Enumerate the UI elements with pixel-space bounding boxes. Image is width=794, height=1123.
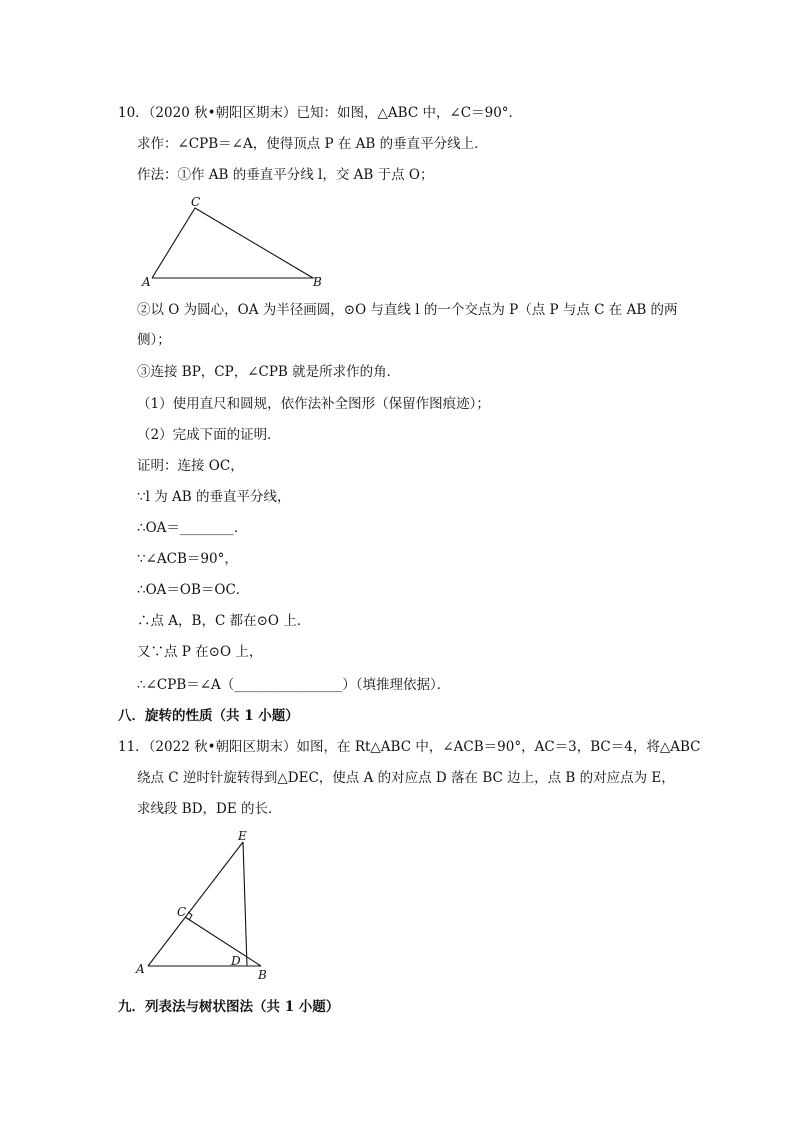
section-8-title: 八．旋转的性质（共 1 小题）	[118, 708, 299, 724]
triangle-abc-outline	[152, 208, 313, 278]
label-a: A	[142, 275, 151, 289]
q10-task2: （2）完成下面的证明．	[137, 427, 281, 443]
proof-line: 又∵点 P 在⊙O 上，	[137, 644, 263, 660]
triangle-abc-figure	[138, 194, 338, 290]
label-c: C	[191, 195, 201, 209]
proof-line: ∴点 A，B，C 都在⊙O 上．	[137, 613, 311, 629]
label-b: B	[258, 968, 267, 982]
proof-line-reason: ∴∠CPB＝∠A（________________）（填推理依据）．	[137, 677, 451, 693]
q10-method-step1: 作法：①作 AB 的垂直平分线 l，交 AB 于点 O；	[137, 167, 434, 183]
label-c: C	[177, 905, 187, 919]
q10-require: 求作：∠CPB＝∠A，使得顶点 P 在 AB 的垂直平分线上．	[137, 136, 488, 152]
label-d: D	[231, 954, 241, 968]
label-a: A	[136, 962, 145, 976]
proof-line-blank: ∴OA＝________．	[137, 520, 248, 536]
q10-method-step3: ③连接 BP，CP，∠CPB 就是所求作的角．	[137, 364, 401, 380]
label-e: E	[238, 829, 247, 843]
label-b: B	[313, 275, 322, 289]
segment-ae	[148, 842, 243, 966]
q10-header: 10．（2020 秋•朝阳区期末）已知：如图，△ABC 中，∠C＝90°．	[118, 105, 523, 121]
section-9-title: 九．列表法与树状图法（共 1 小题）	[118, 999, 340, 1015]
q11-line3: 求线段 BD，DE 的长．	[137, 801, 282, 817]
proof-line: ∵l 为 AB 的垂直平分线，	[137, 489, 291, 505]
q11-line2: 绕点 C 逆时针旋转得到△DEC，使点 A 的对应点 D 落在 BC 边上，点 B 的对应点为 E，	[137, 770, 675, 786]
q10-task1: （1）使用直尺和圆规，依作法补全图形（保留作图痕迹）；	[137, 396, 490, 412]
q10-method-step2-cont: 侧）；	[137, 332, 171, 348]
q10-method-step2: ②以 O 为圆心，OA 为半径画圆，⊙O 与直线 l 的一个交点为 P（点 P 与点 C 在 AB 的两	[137, 302, 678, 318]
proof-line: ∵∠ACB＝90°，	[137, 551, 238, 567]
rotation-figure	[130, 828, 280, 984]
segment-cb	[185, 917, 261, 966]
proof-line: ∴OA＝OB＝OC．	[137, 582, 250, 598]
q11-line1: 11．（2022 秋•朝阳区期末）如图，在 Rt△ABC 中，∠ACB＝90°，AC＝3，BC＝4，将△ABC	[118, 739, 701, 755]
segment-eb	[243, 842, 247, 966]
proof-line: 证明：连接 OC，	[137, 458, 244, 474]
